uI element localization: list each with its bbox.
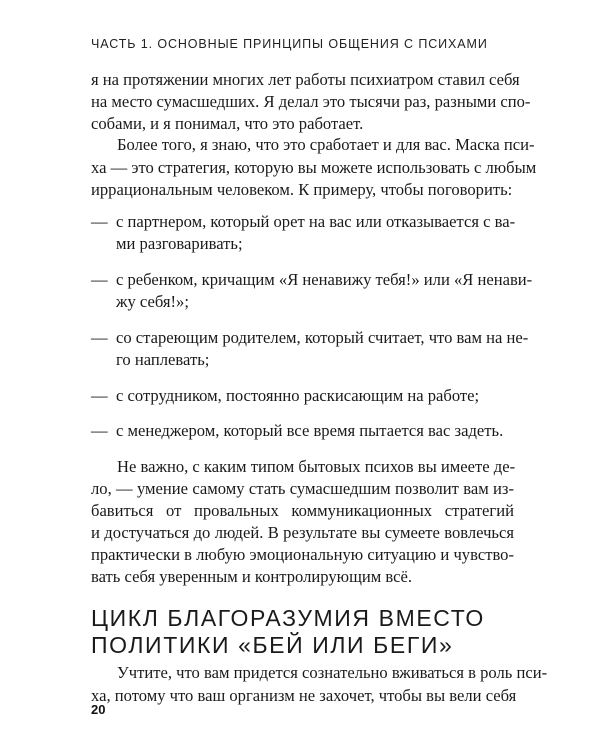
page-number: 20 xyxy=(91,702,106,717)
text-line: на место сумасшедших. Я делал это тысячи раз, разными спо- xyxy=(91,92,531,111)
text-line: Более того, я знаю, что это сработает и для вас. Маска пси- xyxy=(117,135,535,154)
section-heading-line: ЦИКЛ БЛАГОРАЗУМИЯ ВМЕСТО xyxy=(91,605,485,631)
text-line: ло, — умение самому стать сумасшедшим позволит вам из- xyxy=(91,479,514,498)
text-line: иррациональным человеком. К примеру, чтобы поговорить: xyxy=(91,180,513,199)
text-line: вать себя уверенным и контролирующим всё. xyxy=(91,567,412,586)
list-dash: — xyxy=(91,421,108,440)
list-dash: — xyxy=(91,328,108,347)
running-head: ЧАСТЬ 1. ОСНОВНЫЕ ПРИНЦИПЫ ОБЩЕНИЯ С ПСИХАМИ xyxy=(91,37,488,51)
text-line: ха, потому что ваш организм не захочет, чтобы вы вели себя xyxy=(91,686,517,705)
list-item-text: с сотрудником, постоянно раскисающим на работе; xyxy=(116,386,480,405)
list-item-text: ми разговаривать; xyxy=(116,234,243,253)
list-dash: — xyxy=(91,270,108,289)
text-line: практически в любую эмоциональную ситуацию и чувство- xyxy=(91,545,514,564)
text-line: Учтите, что вам придется сознательно вживаться в роль пси- xyxy=(117,663,548,682)
text-line: и достучаться до людей. В результате вы сумеете вовлечься xyxy=(91,523,514,542)
text-line: собами, и я понимал, что это работает. xyxy=(91,114,364,133)
list-item-text: с партнером, который орет на вас или отказывается с ва- xyxy=(116,212,516,231)
list-item-text: с ребенком, кричащим «Я ненавижу тебя!» или «Я ненави- xyxy=(116,270,533,289)
list-item-text: со стареющим родителем, который считает, что вам на не- xyxy=(116,328,529,347)
list-item-text: с менеджером, который все время пытается вас задеть. xyxy=(116,421,504,440)
text-line: я на протяжении многих лет работы психиатром ставил себя xyxy=(91,70,520,89)
text-line: бавиться от провальных коммуникационных стратегий xyxy=(91,501,514,520)
list-item-text: жу себя!»; xyxy=(116,292,189,311)
list-item-text: го наплевать; xyxy=(116,350,210,369)
section-heading-line: ПОЛИТИКИ «БЕЙ ИЛИ БЕГИ» xyxy=(91,632,454,658)
list-dash: — xyxy=(91,386,108,405)
text-line: Не важно, с каким типом бытовых психов вы имеете де- xyxy=(117,457,516,476)
text-line: ха — это стратегия, которую вы можете использовать с любым xyxy=(91,158,537,177)
list-dash: — xyxy=(91,212,108,231)
